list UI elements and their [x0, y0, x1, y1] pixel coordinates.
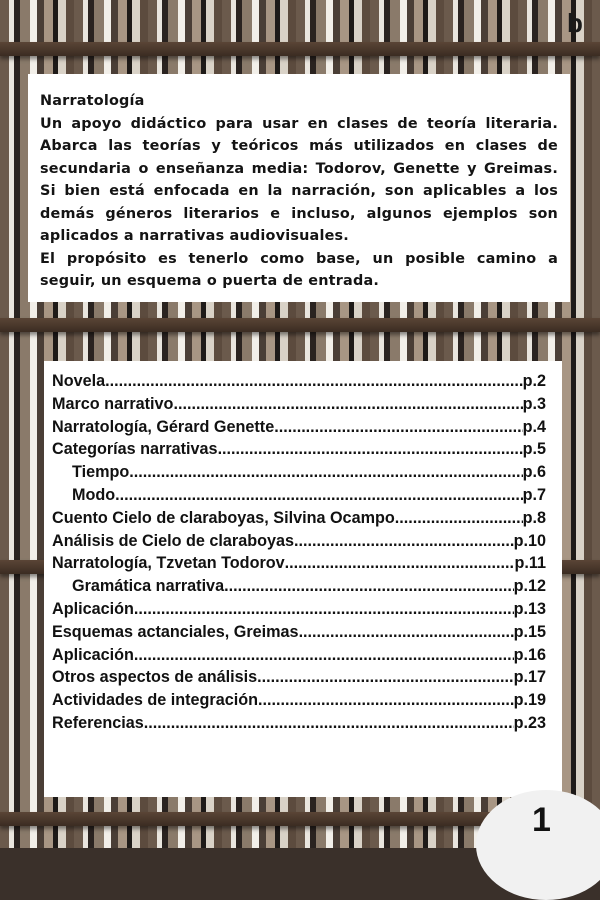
toc-entry[interactable] [52, 370, 554, 393]
toc-entry-page: p.3 [522, 394, 546, 413]
toc-entry[interactable] [52, 689, 554, 712]
toc-entry-label: Actividades de integración [52, 691, 258, 710]
toc-entry-label: Aplicación [52, 645, 134, 664]
toc-entry[interactable] [52, 598, 554, 621]
toc-entry[interactable] [52, 484, 554, 507]
toc-leader-dots [218, 438, 523, 461]
toc-entry[interactable] [52, 416, 554, 439]
toc-leader-dots [129, 461, 522, 484]
toc-entry-page: p.15 [513, 622, 546, 641]
toc-leader-dots [115, 484, 522, 507]
toc-entry-page: p.8 [522, 508, 546, 527]
toc-entry[interactable] [52, 438, 554, 461]
toc-entry-page: p.11 [514, 554, 546, 573]
toc-leader-dots [299, 621, 514, 644]
toc-entry-page: p.5 [522, 440, 546, 459]
toc-entry-label: Gramática narrativa [72, 577, 225, 596]
toc-entry[interactable] [52, 621, 554, 644]
toc-leader-dots [134, 644, 514, 667]
toc-entry-label: Esquemas actanciales, Greimas [52, 622, 299, 641]
toc-entry-label: Tiempo [72, 463, 130, 482]
toc-entry-label: Análisis de Cielo de claraboyas [52, 531, 295, 550]
toc-entry-label: Referencias [52, 713, 144, 732]
toc-entry-label: Narratología, Tzvetan Todorov [52, 554, 285, 573]
toc-entry-label: Novela [52, 372, 106, 390]
toc-entry-label: Otros aspectos de análisis [52, 668, 258, 687]
toc-entry-page: p.17 [513, 668, 546, 687]
toc-leader-dots [257, 666, 513, 689]
toc-leader-dots [294, 530, 514, 553]
toc-leader-dots [105, 370, 523, 393]
shelf-board [0, 318, 600, 332]
toc-entry-page: p.19 [513, 691, 546, 710]
intro-panel [28, 74, 570, 302]
toc-entry[interactable] [52, 461, 554, 484]
shelf-board [0, 42, 600, 56]
toc-entry[interactable] [52, 393, 554, 416]
toc-entry[interactable] [52, 644, 554, 667]
document-title: Narratología [40, 93, 145, 109]
toc-entry[interactable] [52, 507, 554, 530]
toc-leader-dots [285, 552, 515, 575]
toc-entry-page: p.16 [513, 645, 546, 664]
toc-leader-dots [134, 598, 514, 621]
toc-entry[interactable] [52, 666, 554, 689]
toc-entry-page: p.2 [522, 372, 546, 390]
toc-leader-dots [258, 689, 514, 712]
toc-entry[interactable] [52, 552, 554, 575]
toc-leader-dots [224, 575, 514, 598]
toc-entry-label: Cuento Cielo de claraboyas, Silvina Ocampo [52, 508, 395, 527]
toc-entry-page: p.12 [513, 577, 546, 596]
toc-entry-label: Aplicación [52, 599, 134, 618]
intro-paragraph: Un apoyo didáctico para usar en clases de teoría literaria. Abarca las teorías y teóricos más utilizados en clases de secundaria o enseñanza media: Todorov, Genette y Greimas. Si bien está enfocada en la narración, son aplicables a los demás géneros literarios e incluso, algunos ejemplos son aplicados a narrativas audiovisuales. [40, 115, 558, 244]
toc-entry-page: p.6 [522, 463, 546, 482]
toc-leader-dots [274, 416, 522, 439]
toc-entry-label: Categorías narrativas [52, 440, 218, 459]
toc-leader-dots [144, 712, 514, 735]
intro-paragraph: El propósito es tenerlo como base, un posible camino a seguir, un esquema o puerta de entrada. [40, 250, 558, 289]
toc-entry-page: p.4 [522, 417, 546, 436]
toc-leader-dots [395, 507, 523, 530]
table-of-contents [44, 361, 562, 797]
toc-entry-label: Narratología, Gérard Genette [52, 417, 275, 436]
toc-entry[interactable] [52, 530, 554, 553]
toc-entry-page: p.10 [513, 531, 546, 550]
page-number: 1 [532, 801, 551, 839]
corner-glyph: b [567, 8, 583, 38]
toc-leader-dots [173, 393, 522, 416]
toc-entry-label: Modo [72, 485, 116, 504]
toc-entry-page: p.13 [513, 599, 546, 618]
toc-entry[interactable] [52, 575, 554, 598]
toc-entry-page: p.23 [513, 713, 546, 732]
toc-entry-page: p.7 [522, 485, 546, 504]
toc-entry-label: Marco narrativo [52, 394, 174, 413]
toc-entry[interactable] [52, 712, 554, 735]
